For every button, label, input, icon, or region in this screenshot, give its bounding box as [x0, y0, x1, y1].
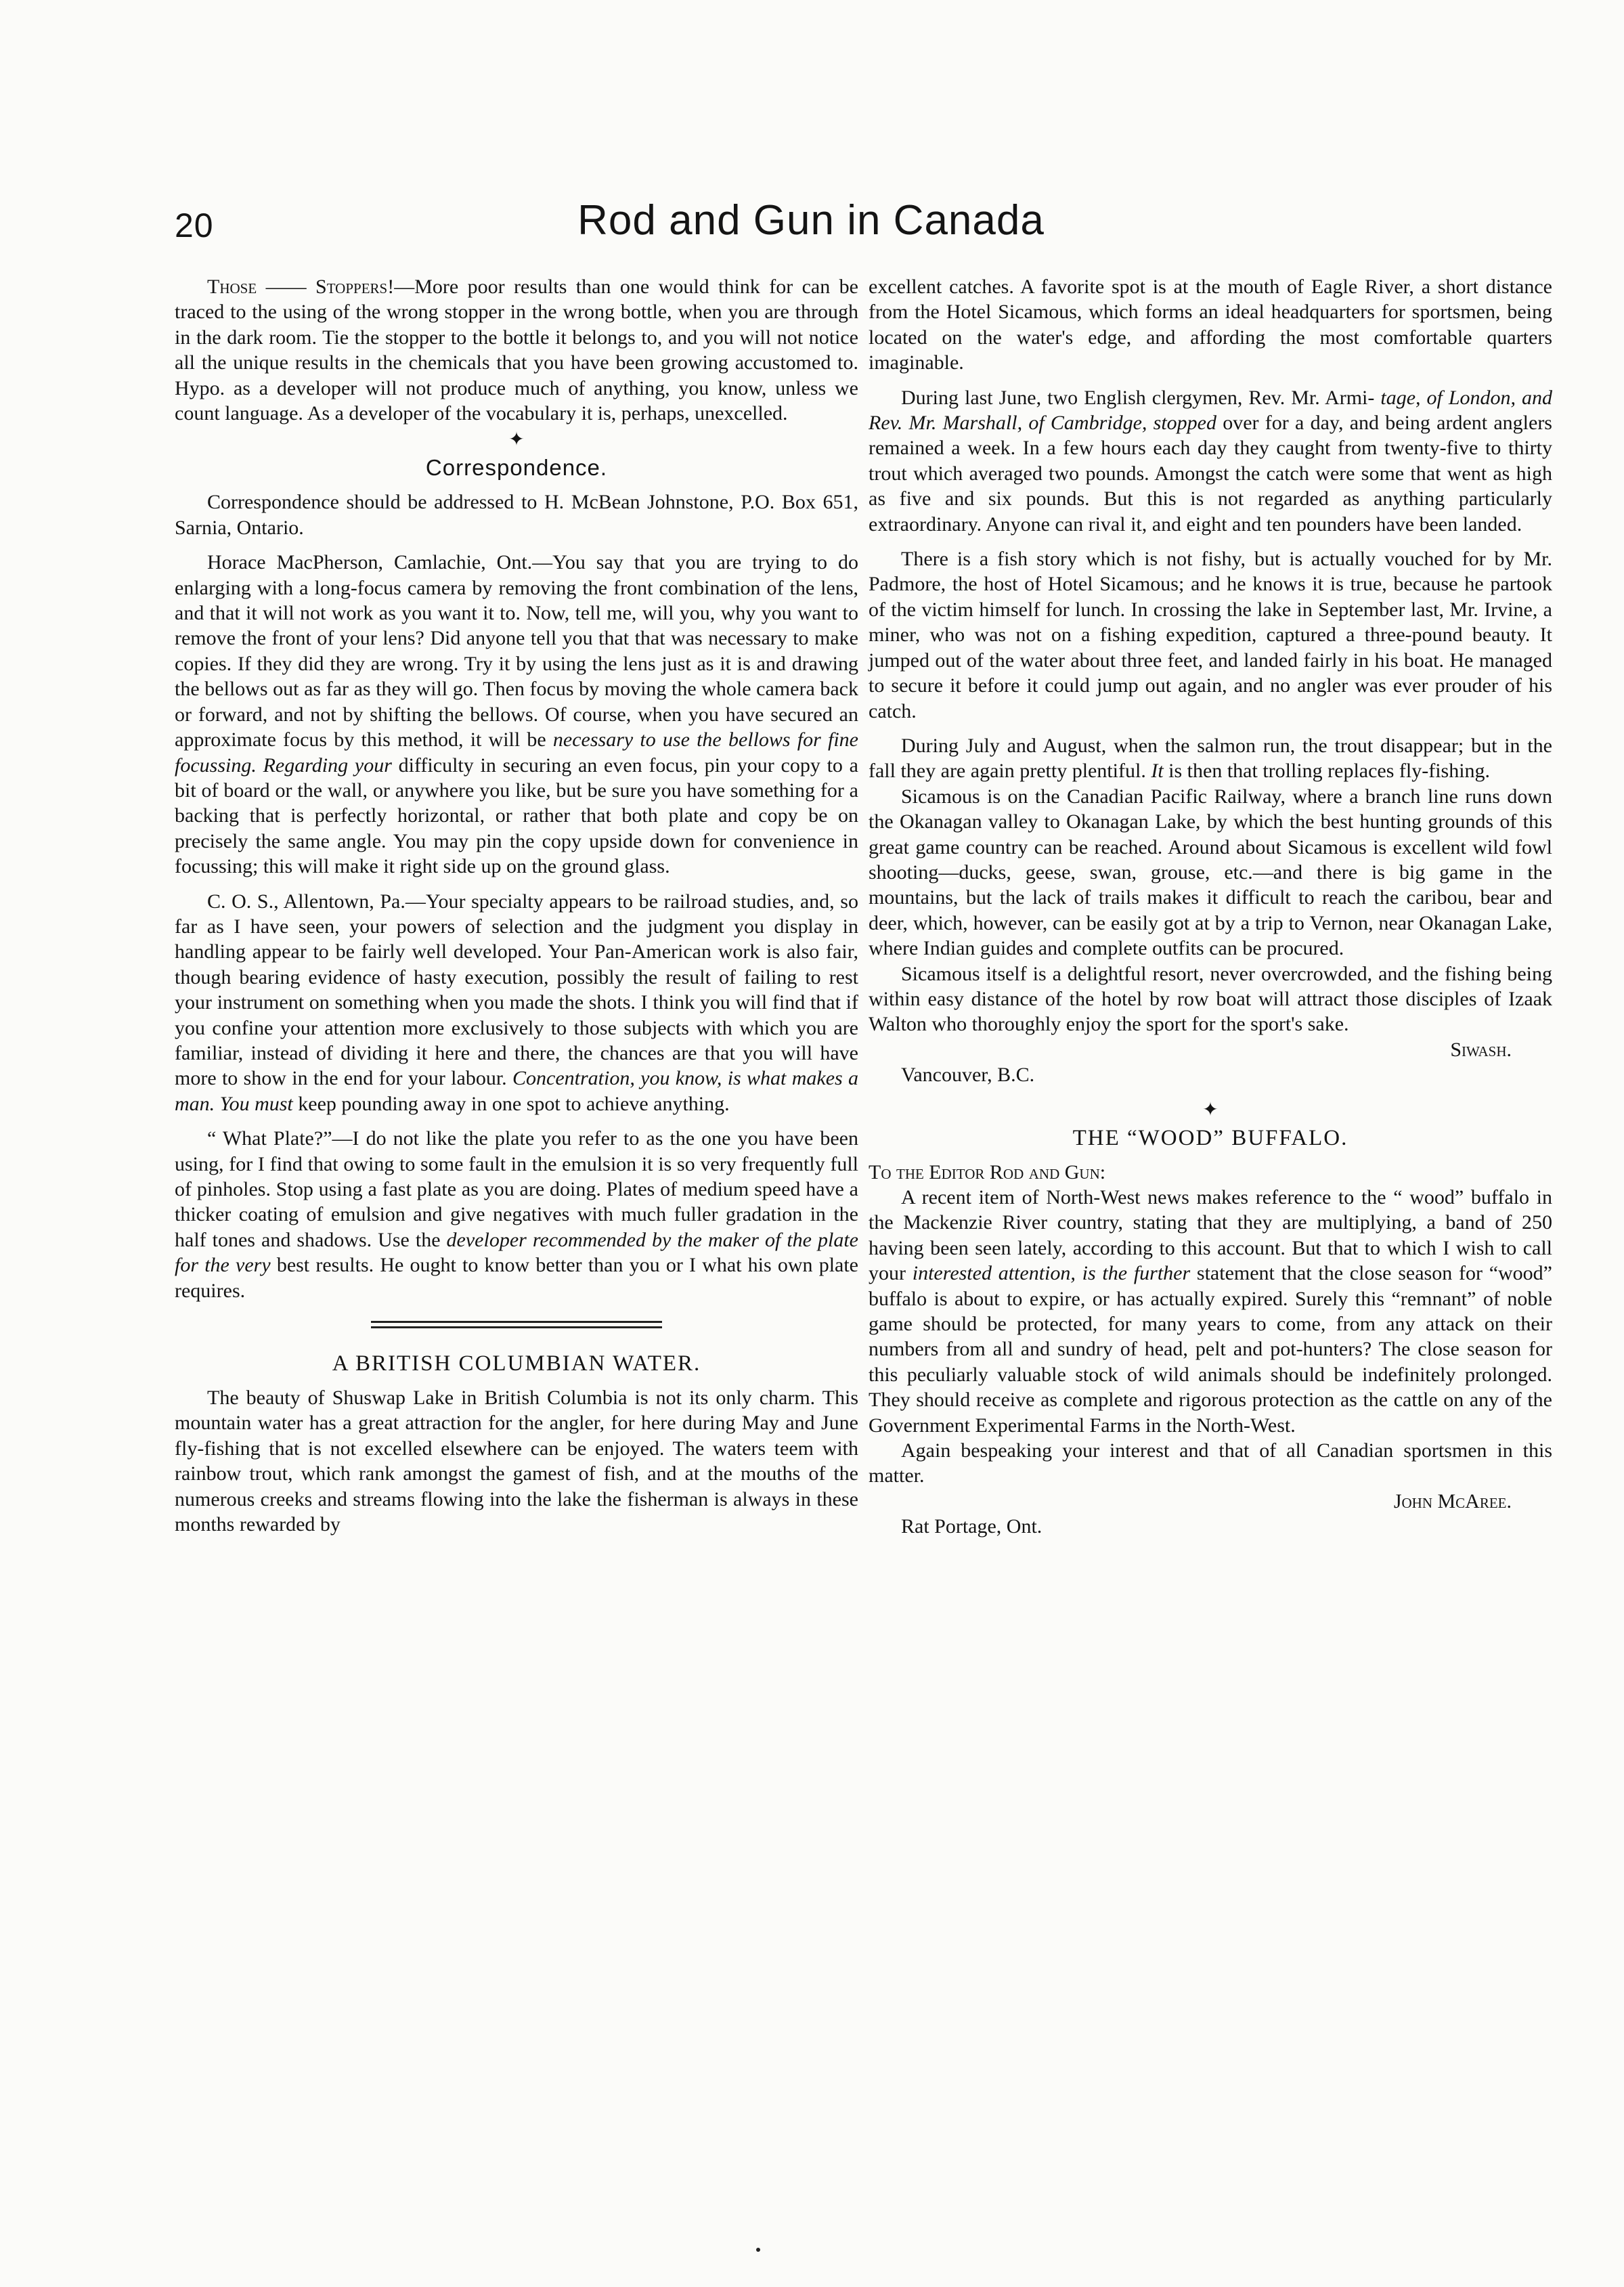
vancouver-dateline: Vancouver, B.C.	[901, 1064, 1035, 1087]
letter-horace-italic: necessary to use the bellows for fine focussing. Regarding your	[175, 728, 858, 777]
clergymen-text-2: over for a day, and being ardent anglers remained a week. In a few hours each day they caught from twenty-five to thirty trout which averaged two pounds. Amongst the catch were some that went as high as five and six pounds. But this is not regarded as anything particularly extraordinary. Anyone can rival it, and eight and ten pounders have been landed.	[869, 412, 1552, 536]
letter-plate-italic: developer recommended by the maker of the plate for the very	[175, 1228, 858, 1277]
section-divider-star-icon: ✦	[508, 429, 525, 451]
bc-water-continuation: excellent catches. A favorite spot is at the mouth of Eagle River, a short distance from the Hotel Sicamous, which forms an ideal headquarters for sportsmen, being located on the water's edge, and affording the most comfortable quarters imaginable.	[869, 276, 1552, 374]
fish-story-paragraph: There is a fish story which is not fishy, but is actually vouched for by Mr. Padmore, the host of Hotel Sicamous; and he knows it is true, because he partook of the victim himself for lunch. In crossing the lake in September last, Mr. Irvine, a miner, who was not on a fishing expedition, captured a three-pound beauty. It jumped out of the water about three feet, and landed fairly in his boat. He managed to secure it before it could jump out again, and no angler was ever prouder of his catch.	[869, 548, 1552, 722]
clergymen-italic: tage, of London, and Rev. Mr. Marshall, of Cambridge, stopped	[869, 386, 1553, 435]
letter-horace	[175, 550, 858, 879]
page-number: 20	[175, 206, 214, 244]
wood-buffalo-heading: THE “WOOD” BUFFALO.	[1072, 1125, 1348, 1150]
print-speck	[756, 2248, 760, 2252]
left-column	[175, 274, 858, 1537]
buffalo-text-2: statement that the close season for “wood” buffalo is about to expire, or has actually expired. Surely this “remnant” of noble game should be protected, for many years to come, from any attack on their numbers from all and sundry of head, pelt and pot-hunters? The close season for this peculiarly valuable stock of wild animals should be indefinitely prolonged. They should receive as complete and rigorous protection as the cattle on any of the Government Experimental Farms in the North-West.	[869, 1262, 1552, 1437]
clergymen-text: During last June, two English clergymen, Rev. Mr. Armi-	[901, 386, 1375, 409]
buffalo-paragraph	[869, 1185, 1552, 1438]
letter-cos	[175, 889, 858, 1117]
rat-portage-dateline: Rat Portage, Ont.	[901, 1515, 1043, 1538]
right-column	[869, 274, 1552, 1540]
stoppers-body: —More poor results than one would think for can be traced to the using of the wrong stopper in the wrong bottle, when you are through in the dark room. Tie the stopper to the bottle it belongs to, and you will not notice all the unique results in the chemicals that you have been growing accustomed to. Hypo. as a developer will not produce much of anything, you know, unless we count language. As a developer of the vocabulary it is, perhaps, unexcelled.	[175, 276, 858, 425]
buffalo-text: A recent item of North-West news makes reference to the “ wood” buffalo in the Mackenzie River country, stating that they are multiplying, a band of 250 having been seen lately, according to this account. But that to which I wish to call your	[869, 1186, 1552, 1285]
bc-water-paragraph: The beauty of Shuswap Lake in British Columbia is not its only charm. This mountain water has a great attraction for the angler, for here during May and June fly-fishing that is not excelled elsewhere can be enjoyed. The waters teem with rainbow trout, which rank amongst the gamest of fish, and at the mouths of the numerous creeks and streams flowing into the lake the fisherman is always in these months rewarded by	[175, 1387, 858, 1536]
letter-cos-italic: Concentration, you know, is what makes a man. You must	[175, 1067, 859, 1115]
page-header	[175, 196, 1447, 257]
salmon-run-paragraph	[869, 733, 1552, 784]
bc-water-heading: A BRITISH COLUMBIAN WATER.	[332, 1351, 701, 1376]
resort-paragraph: Sicamous itself is a delightful resort, never overcrowded, and the fishing being within easy distance of the hotel by row boat will attract those disciples of Izaak Walton who thoroughly enjoy the sport for the sport's sake.	[869, 962, 1552, 1036]
letter-horace-text: Horace MacPherson, Camlachie, Ont.—You say that you are trying to do enlarging with a long-focus camera by removing the front combination of the lens, and that it will not work as you want it to. Now, tell me, will you, why you want to remove the front of your lens? Did anyone tell you that that was necessary to make copies. If they did they are wrong. Try it by using the lens just as it is and drawing the bellows out as far as they will go. Then focus by moving the whole camera back or forward, and not by shifting the bellows. Of course, when you have secured an approximate focus by this method, it will be	[175, 551, 858, 752]
letter-what-plate	[175, 1126, 858, 1303]
railway-paragraph: Sicamous is on the Canadian Pacific Railway, where a branch line runs down the Okanagan valley to Okanagan Lake, by which the best hunting grounds of this great game country can be reached. Around about Sicamous is excellent wild fowl shooting—ducks, geese, swan, grouse, etc.—and there is big game in the mountains, but the lack of trails makes it difficult to reach the caribou, bear and deer, which, however, can be easily got at by a trip to Vernon, near Okanagan Lake, where Indian guides and complete outfits can be procured.	[869, 785, 1552, 960]
correspondence-heading: Correspondence.	[425, 455, 608, 481]
section-divider-star-icon-2: ✦	[1202, 1099, 1219, 1120]
mcaree-signature: John McAree.	[1393, 1489, 1512, 1512]
letter-cos-text-2: keep pounding away in one spot to achieve anything.	[292, 1092, 730, 1115]
buffalo-salutation: To the Editor Rod and Gun:	[869, 1160, 1106, 1183]
buffalo-closing: Again bespeaking your interest and that of all Canadian sportsmen in this matter.	[869, 1439, 1552, 1487]
letter-horace-text-2: difficulty in securing an even focus, pin your copy to a bit of board or the wall, or anywhere you like, but be sure you have something for a backing that is perfectly horizontal, or rather that both plate and copy be on precisely the same angle. You may pin the copy upside down for convenience in focussing; this will make it right side up on the ground glass.	[175, 754, 858, 878]
salmon-run-text: During July and August, when the salmon run, the trout disappear; but in the fall they are again pretty plentiful.	[869, 734, 1552, 783]
stoppers-paragraph	[175, 274, 858, 426]
salmon-run-text-2: is then that trolling replaces fly-fishing.	[1163, 760, 1491, 783]
siwash-signature: Siwash.	[1450, 1038, 1512, 1061]
buffalo-italic: interested attention, is the further	[912, 1262, 1191, 1285]
section-double-rule	[371, 1321, 662, 1328]
letter-plate-text-2: best results. He ought to know better than you or I what his own plate requires.	[175, 1254, 858, 1302]
letter-plate-text: “ What Plate?”—I do not like the plate you refer to as the one you have been using, for I find that owing to some fault in the emulsion it is so very frequently full of pinholes. Stop using a fast plate as you are doing. Plates of medium speed have a thicker coating of emulsion and give negatives with much fuller gradation in the half tones and shadows. Use the	[175, 1127, 858, 1251]
clergymen-paragraph	[869, 385, 1552, 537]
salmon-run-italic: It	[1151, 760, 1164, 783]
stoppers-lead: Those —— Stoppers!	[207, 276, 395, 298]
journal-title: Rod and Gun in Canada	[577, 197, 1045, 244]
correspondence-address: Correspondence should be addressed to H. McBean Johnstone, P.O. Box 651, Sarnia, Ontario.	[175, 491, 858, 539]
letter-cos-text: C. O. S., Allentown, Pa.—Your specialty appears to be railroad studies, and, so far as I have seen, your powers of selection and the judgment you display in handling appear to be fairly well developed. Your Pan-American work is also fair, though bearing evidence of hasty execution, possibly the result of failing to rest your instrument on something when you made the shots. I think you will find that if you confine your attention more exclusively to those subjects with which you are familiar, instead of dividing it here and there, the chances are that you will have more to show in the end for your labour.	[175, 890, 858, 1090]
